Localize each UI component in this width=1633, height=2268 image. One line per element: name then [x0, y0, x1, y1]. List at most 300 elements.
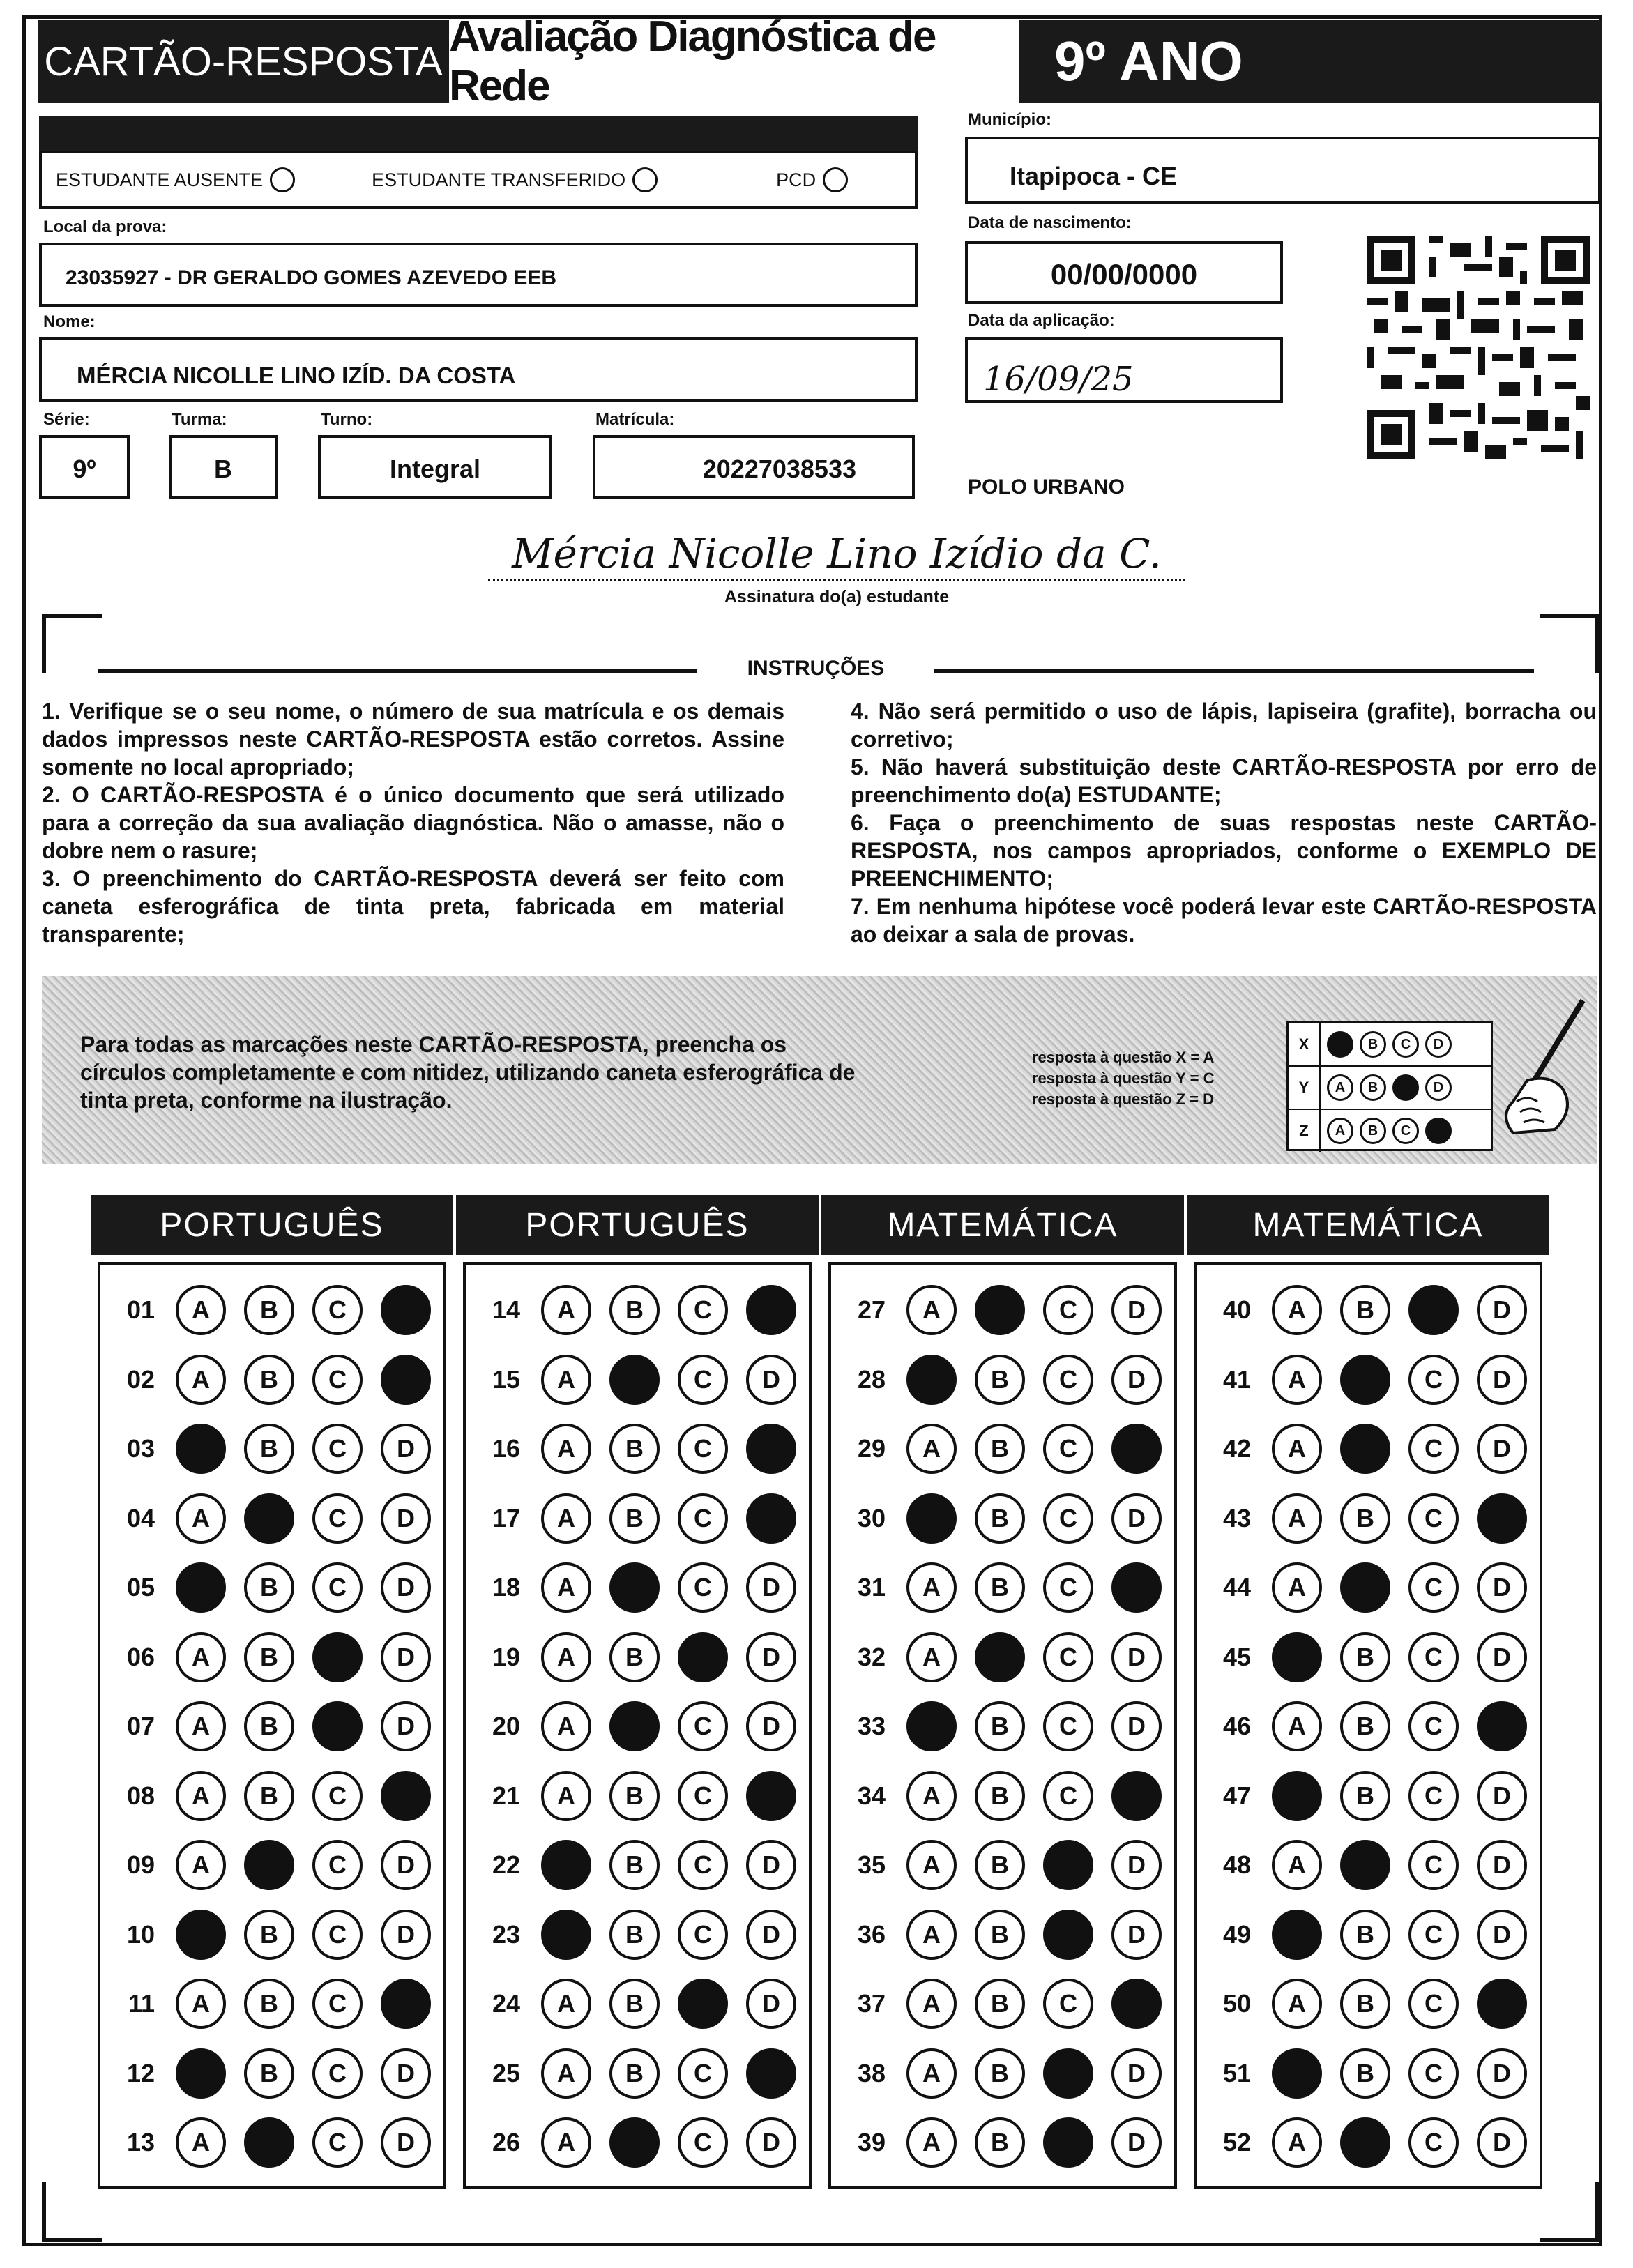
answer-bubble[interactable] — [381, 1355, 431, 1405]
answer-bubble[interactable]: B — [975, 1562, 1025, 1613]
answer-bubble[interactable] — [1340, 1562, 1390, 1613]
answer-bubble[interactable]: C — [678, 1355, 728, 1405]
answer-bubble[interactable]: D — [1111, 1910, 1162, 1960]
answer-bubble[interactable] — [244, 1840, 294, 1890]
question-number: 16 — [492, 1434, 520, 1463]
exam-title: Avaliação Diagnóstica de Rede — [449, 20, 1019, 103]
corner-bottom-left — [42, 2182, 102, 2242]
answer-bubble[interactable]: C — [312, 2048, 363, 2099]
example-bubble: D — [1425, 1074, 1452, 1101]
question-number: 14 — [492, 1295, 520, 1324]
answer-bubble[interactable]: C — [1408, 1840, 1459, 1890]
answer-bubble[interactable]: D — [1111, 1701, 1162, 1751]
answer-bubble[interactable]: C — [312, 1840, 363, 1890]
answer-bubble[interactable] — [1408, 1285, 1459, 1335]
example-bubble: B — [1360, 1031, 1386, 1058]
answer-bubble[interactable]: A — [906, 1840, 957, 1890]
answer-bubble[interactable]: B — [975, 1840, 1025, 1890]
section-title: PORTUGUÊS — [91, 1195, 453, 1255]
turma-value: B — [214, 455, 232, 483]
name-field — [39, 337, 918, 402]
answer-bubble[interactable]: B — [1340, 1771, 1390, 1821]
answer-bubble[interactable]: A — [541, 1285, 591, 1335]
answer-bubble[interactable]: A — [176, 1493, 226, 1544]
answer-bubble[interactable] — [746, 1771, 796, 1821]
answer-bubble[interactable]: B — [975, 1424, 1025, 1474]
answer-bubble[interactable] — [746, 1424, 796, 1474]
answer-bubble[interactable]: D — [381, 2117, 431, 2168]
answer-bubble[interactable]: C — [1043, 1355, 1093, 1405]
answer-bubble[interactable]: C — [1043, 1562, 1093, 1613]
answer-bubble[interactable]: A — [176, 1771, 226, 1821]
answer-bubble[interactable] — [746, 1493, 796, 1544]
answer-bubble[interactable]: A — [906, 1979, 957, 2029]
answer-bubble[interactable] — [1272, 2048, 1322, 2099]
answer-bubble[interactable]: D — [746, 1979, 796, 2029]
answer-bubble[interactable]: B — [609, 1424, 660, 1474]
answer-bubble[interactable]: A — [541, 1632, 591, 1682]
answer-bubble[interactable] — [1043, 1910, 1093, 1960]
answer-bubble[interactable]: D — [746, 1701, 796, 1751]
local-label: Local da prova: — [43, 218, 167, 236]
answer-bubble[interactable]: A — [1272, 1979, 1322, 2029]
answer-bubble[interactable] — [1340, 1840, 1390, 1890]
answer-bubble[interactable]: C — [1043, 1632, 1093, 1682]
example-bubble: C — [1392, 1118, 1419, 1144]
question-row — [831, 1902, 1162, 1968]
answer-bubble[interactable] — [678, 1632, 728, 1682]
example-row — [1289, 1110, 1491, 1152]
question-row — [1197, 2110, 1527, 2175]
answer-bubble[interactable]: B — [975, 2117, 1025, 2168]
answer-bubble[interactable]: D — [1111, 1632, 1162, 1682]
answer-bubble[interactable]: C — [312, 1771, 363, 1821]
question-row — [1197, 1416, 1527, 1482]
answer-bubble[interactable]: B — [244, 1355, 294, 1405]
answer-bubble[interactable]: A — [906, 1632, 957, 1682]
answer-bubble[interactable]: B — [609, 1632, 660, 1682]
answer-bubble[interactable]: C — [1043, 1701, 1093, 1751]
answer-bubble[interactable]: A — [1272, 1285, 1322, 1335]
answer-bubble[interactable]: A — [906, 1771, 957, 1821]
answer-bubble[interactable]: D — [1477, 1840, 1527, 1890]
answer-bubble[interactable]: D — [1111, 2117, 1162, 2168]
pcd-bubble[interactable] — [823, 167, 848, 192]
question-number: 52 — [1222, 2128, 1251, 2156]
answer-bubble[interactable]: D — [746, 1562, 796, 1613]
answer-bubble[interactable]: B — [244, 1771, 294, 1821]
question-row — [1197, 1694, 1527, 1759]
answer-bubble[interactable] — [609, 1562, 660, 1613]
transferred-bubble[interactable] — [632, 167, 658, 192]
answer-bubble[interactable]: B — [609, 2048, 660, 2099]
turno-label: Turno: — [321, 410, 373, 429]
answer-bubble[interactable]: D — [1477, 2048, 1527, 2099]
instructions-rule-left — [98, 669, 711, 673]
section-title: MATEMÁTICA — [821, 1195, 1184, 1255]
question-number: 29 — [857, 1434, 886, 1463]
question-number: 22 — [492, 1850, 520, 1879]
answer-bubble[interactable]: A — [541, 1771, 591, 1821]
answer-bubble[interactable]: B — [1340, 1632, 1390, 1682]
question-number: 46 — [1222, 1712, 1251, 1740]
answer-bubble[interactable]: D — [1111, 1493, 1162, 1544]
answer-bubble[interactable]: A — [541, 1424, 591, 1474]
answer-bubble[interactable] — [176, 1562, 226, 1613]
answer-bubble[interactable]: A — [1272, 1562, 1322, 1613]
answer-bubble[interactable]: D — [1477, 2117, 1527, 2168]
question-row — [466, 2041, 796, 2106]
question-row — [100, 2041, 431, 2106]
answer-bubble[interactable]: A — [176, 1840, 226, 1890]
answer-bubble[interactable]: C — [678, 1562, 728, 1613]
answer-bubble[interactable]: A — [906, 1285, 957, 1335]
answer-bubble[interactable] — [1340, 1355, 1390, 1405]
answer-bubble[interactable]: B — [609, 1285, 660, 1335]
answer-bubble[interactable]: C — [1408, 1979, 1459, 2029]
application-date-field[interactable] — [965, 337, 1283, 403]
answer-bubble[interactable]: A — [541, 1355, 591, 1405]
answer-bubble[interactable]: D — [1111, 1355, 1162, 1405]
answer-bubble[interactable]: C — [1408, 1771, 1459, 1821]
answer-bubble[interactable] — [176, 2048, 226, 2099]
answer-bubble[interactable]: A — [176, 2117, 226, 2168]
answer-bubble[interactable]: B — [975, 1701, 1025, 1751]
answer-bubble[interactable] — [1043, 2117, 1093, 2168]
example-labels — [1032, 1047, 1214, 1110]
answer-bubble[interactable]: A — [906, 2048, 957, 2099]
answer-bubble[interactable]: B — [975, 1979, 1025, 2029]
question-row — [1197, 1486, 1527, 1551]
answer-bubble[interactable]: C — [678, 1910, 728, 1960]
example-row — [1289, 1023, 1491, 1067]
answer-bubble[interactable] — [381, 1979, 431, 2029]
answer-bubble[interactable]: B — [244, 1632, 294, 1682]
answer-bubble[interactable]: A — [1272, 1701, 1322, 1751]
answer-bubble[interactable]: A — [1272, 1840, 1322, 1890]
answer-bubble[interactable]: C — [678, 1424, 728, 1474]
question-number: 26 — [492, 2128, 520, 2156]
answer-bubble[interactable]: B — [1340, 1285, 1390, 1335]
answer-bubble[interactable] — [906, 1493, 957, 1544]
instruction-item: 4. Não será permitido o uso de lápis, lapiseira (grafite), borracha ou corretivo; — [851, 699, 1597, 752]
answer-bubble[interactable]: A — [906, 2117, 957, 2168]
answer-bubble[interactable]: D — [746, 1355, 796, 1405]
answer-bubble[interactable]: B — [244, 1701, 294, 1751]
answer-bubble[interactable] — [609, 1355, 660, 1405]
question-number: 45 — [1222, 1642, 1251, 1671]
answer-bubble[interactable] — [244, 1493, 294, 1544]
answer-bubble[interactable] — [312, 1632, 363, 1682]
answer-bubble[interactable]: C — [1043, 1285, 1093, 1335]
answer-bubble[interactable] — [1340, 1424, 1390, 1474]
answer-bubble[interactable]: D — [381, 1493, 431, 1544]
example-bubble: D — [1425, 1031, 1452, 1058]
answer-bubble[interactable] — [1111, 1979, 1162, 2029]
card-title: CARTÃO-RESPOSTA — [38, 20, 449, 103]
answer-bubble[interactable] — [541, 1910, 591, 1960]
answer-bubble[interactable]: A — [176, 1979, 226, 2029]
answer-bubble[interactable]: C — [1408, 1355, 1459, 1405]
answer-bubble[interactable]: A — [541, 1562, 591, 1613]
question-number: 24 — [492, 1989, 520, 2018]
example-row-id: Z — [1289, 1110, 1321, 1152]
answer-bubble[interactable]: B — [975, 1771, 1025, 1821]
question-row — [466, 2110, 796, 2175]
answer-bubble[interactable]: B — [609, 1840, 660, 1890]
absent-bubble[interactable] — [270, 167, 295, 192]
answer-bubble[interactable] — [312, 1701, 363, 1751]
answer-bubble[interactable]: C — [678, 2048, 728, 2099]
answer-bubble[interactable]: C — [1043, 1771, 1093, 1821]
question-row — [100, 2110, 431, 2175]
question-row — [466, 1832, 796, 1898]
answer-bubble[interactable]: B — [244, 1979, 294, 2029]
question-number: 21 — [492, 1781, 520, 1810]
answer-bubble[interactable]: B — [244, 1910, 294, 1960]
question-number: 06 — [126, 1642, 155, 1671]
question-row — [1197, 2041, 1527, 2106]
answer-bubble[interactable] — [906, 1701, 957, 1751]
answer-bubble[interactable]: C — [1408, 1910, 1459, 1960]
answer-bubble[interactable]: C — [678, 1493, 728, 1544]
question-number: 35 — [857, 1850, 886, 1879]
example-label: resposta à questão X = A — [1032, 1049, 1215, 1066]
answer-bubble[interactable] — [381, 1771, 431, 1821]
question-number: 02 — [126, 1364, 155, 1394]
answer-bubble[interactable]: A — [1272, 2117, 1322, 2168]
answer-bubble[interactable]: A — [1272, 1355, 1322, 1405]
answer-bubble[interactable] — [541, 1840, 591, 1890]
instruction-item: 2. O CARTÃO-RESPOSTA é o único documento que será utilizado para a correção da sua avaliação diagnóstica. Não o amasse, não o dobre nem o rasure; — [42, 782, 784, 863]
question-row — [100, 1347, 431, 1413]
answer-bubble[interactable]: B — [1340, 1493, 1390, 1544]
question-number: 05 — [126, 1573, 155, 1601]
answer-bubble[interactable]: C — [1408, 1701, 1459, 1751]
name-label: Nome: — [43, 312, 96, 331]
question-row — [1197, 1971, 1527, 2037]
answer-bubble[interactable] — [1477, 1701, 1527, 1751]
question-number: 48 — [1222, 1850, 1251, 1879]
answer-bubble[interactable]: D — [381, 2048, 431, 2099]
answer-bubble[interactable] — [975, 1632, 1025, 1682]
question-row — [466, 1763, 796, 1829]
answer-bubble[interactable]: C — [312, 1910, 363, 1960]
answer-bubble[interactable]: C — [312, 1285, 363, 1335]
answer-bubble[interactable]: A — [176, 1285, 226, 1335]
question-row — [466, 1416, 796, 1482]
corner-top-right — [1540, 614, 1600, 673]
question-number: 10 — [126, 1919, 155, 1949]
question-row — [831, 1347, 1162, 1413]
answer-bubble[interactable] — [1111, 1562, 1162, 1613]
answer-bubble[interactable]: B — [244, 2048, 294, 2099]
answer-bubble[interactable]: C — [1408, 1493, 1459, 1544]
answer-bubble[interactable]: D — [1477, 1632, 1527, 1682]
answer-bubble[interactable] — [746, 2048, 796, 2099]
example-bubble — [1392, 1074, 1419, 1101]
answer-bubble[interactable] — [609, 2117, 660, 2168]
name-value: MÉRCIA NICOLLE LINO IZÍD. DA COSTA — [77, 363, 516, 388]
answer-bubble[interactable] — [1043, 2048, 1093, 2099]
answer-bubble[interactable]: D — [1111, 1285, 1162, 1335]
answer-bubble[interactable] — [381, 1285, 431, 1335]
answer-bubble[interactable] — [906, 1355, 957, 1405]
answer-bubble[interactable]: D — [746, 2117, 796, 2168]
answer-bubble[interactable]: B — [975, 1910, 1025, 1960]
question-row — [466, 1486, 796, 1551]
answer-bubble[interactable]: D — [381, 1910, 431, 1960]
answer-bubble[interactable]: D — [1477, 1285, 1527, 1335]
answer-bubble[interactable]: D — [746, 1632, 796, 1682]
answer-bubble[interactable]: C — [312, 1562, 363, 1613]
section-answer-box — [828, 1262, 1177, 2189]
qr-code-icon — [1367, 236, 1590, 459]
answer-bubble[interactable]: A — [176, 1355, 226, 1405]
question-number: 04 — [126, 1503, 155, 1532]
answer-bubble[interactable]: C — [312, 1355, 363, 1405]
answer-bubble[interactable]: B — [609, 1910, 660, 1960]
answer-bubble[interactable]: C — [312, 1493, 363, 1544]
question-number: 47 — [1222, 1781, 1251, 1810]
answer-bubble[interactable]: C — [678, 2117, 728, 2168]
answer-bubble[interactable]: C — [678, 1840, 728, 1890]
answer-bubble[interactable]: B — [975, 1355, 1025, 1405]
answer-bubble[interactable]: C — [312, 1424, 363, 1474]
answer-bubble[interactable]: D — [381, 1840, 431, 1890]
answer-bubble[interactable]: D — [1477, 1562, 1527, 1613]
answer-bubble[interactable]: C — [678, 1771, 728, 1821]
question-number: 01 — [126, 1295, 155, 1324]
answer-bubble[interactable]: A — [176, 1701, 226, 1751]
answer-bubble[interactable] — [1477, 1493, 1527, 1544]
answer-bubble[interactable]: B — [1340, 1701, 1390, 1751]
answer-bubble[interactable]: D — [1111, 1840, 1162, 1890]
question-number: 51 — [1222, 2058, 1251, 2087]
answer-bubble[interactable]: C — [312, 2117, 363, 2168]
question-row — [100, 1624, 431, 1690]
answer-bubble[interactable]: A — [906, 1562, 957, 1613]
answer-bubble[interactable]: D — [381, 1562, 431, 1613]
answer-bubble[interactable] — [1043, 1840, 1093, 1890]
answer-bubble[interactable]: A — [541, 1493, 591, 1544]
answer-bubble[interactable]: D — [1477, 1771, 1527, 1821]
answer-bubble[interactable]: C — [678, 1285, 728, 1335]
answer-bubble[interactable]: B — [609, 1493, 660, 1544]
answer-bubble[interactable]: B — [1340, 1910, 1390, 1960]
answer-bubble[interactable] — [1272, 1632, 1322, 1682]
answer-bubble[interactable]: A — [906, 1910, 957, 1960]
example-bubble: B — [1360, 1074, 1386, 1101]
answer-bubble[interactable]: C — [1408, 1562, 1459, 1613]
answer-bubble[interactable] — [176, 1910, 226, 1960]
answer-bubble[interactable]: A — [906, 1424, 957, 1474]
answer-bubble[interactable]: C — [1408, 1424, 1459, 1474]
answer-bubble[interactable]: C — [678, 1701, 728, 1751]
matricula-field — [593, 435, 915, 499]
question-number: 38 — [857, 2058, 886, 2087]
answer-bubble[interactable] — [1477, 1979, 1527, 2029]
question-row — [100, 1416, 431, 1482]
question-row — [100, 1832, 431, 1898]
birth-value: 00/00/0000 — [1050, 258, 1198, 291]
answer-bubble[interactable]: A — [541, 2117, 591, 2168]
answer-bubble[interactable]: A — [1272, 1493, 1322, 1544]
answer-bubble[interactable]: D — [1477, 1355, 1527, 1405]
question-row — [100, 1902, 431, 1968]
answer-bubble[interactable]: A — [541, 1979, 591, 2029]
question-number: 03 — [126, 1434, 155, 1463]
answer-bubble[interactable]: D — [746, 1910, 796, 1960]
answer-bubble[interactable]: B — [1340, 1979, 1390, 2029]
answer-bubble[interactable]: D — [381, 1632, 431, 1682]
answer-bubble[interactable]: C — [1408, 1632, 1459, 1682]
answer-bubble[interactable]: B — [609, 1771, 660, 1821]
answer-bubble[interactable]: C — [1043, 1979, 1093, 2029]
answer-bubble[interactable]: C — [1043, 1424, 1093, 1474]
answer-bubble[interactable] — [1111, 1771, 1162, 1821]
answer-bubble[interactable] — [244, 2117, 294, 2168]
instructions-left — [42, 697, 784, 948]
answer-bubble[interactable]: D — [1477, 1424, 1527, 1474]
example-label: resposta à questão Y = C — [1032, 1070, 1215, 1087]
question-number: 39 — [857, 2128, 886, 2156]
answer-bubble[interactable] — [746, 1285, 796, 1335]
instruction-item: 5. Não haverá substituição deste CARTÃO-RESPOSTA por erro de preenchimento do(a) ESTUDANTE; — [851, 754, 1597, 807]
answer-bubble[interactable]: D — [746, 1840, 796, 1890]
answer-bubble[interactable]: B — [244, 1285, 294, 1335]
answer-bubble[interactable]: A — [541, 2048, 591, 2099]
answer-bubble[interactable]: C — [1408, 2117, 1459, 2168]
answer-bubble[interactable] — [1272, 1771, 1322, 1821]
answer-bubble[interactable]: B — [609, 1979, 660, 2029]
question-number: 43 — [1222, 1503, 1251, 1532]
absent-label: ESTUDANTE AUSENTE — [56, 169, 264, 190]
answer-bubble[interactable]: B — [244, 1562, 294, 1613]
section-title: PORTUGUÊS — [456, 1195, 819, 1255]
turma-field — [169, 435, 278, 499]
application-date-label: Data da aplicação: — [968, 311, 1115, 330]
answer-bubble[interactable] — [1340, 2117, 1390, 2168]
answer-bubble[interactable]: B — [975, 2048, 1025, 2099]
answer-bubble[interactable]: D — [381, 1424, 431, 1474]
answer-bubble[interactable]: B — [244, 1424, 294, 1474]
transferred-label: ESTUDANTE TRANSFERIDO — [372, 169, 626, 190]
instructions-right — [851, 697, 1597, 948]
signature-line — [488, 579, 1185, 581]
answer-bubble[interactable] — [176, 1424, 226, 1474]
answer-bubble[interactable]: C — [1408, 2048, 1459, 2099]
answer-bubble[interactable]: D — [381, 1701, 431, 1751]
answer-bubble[interactable] — [975, 1285, 1025, 1335]
answer-bubble[interactable]: B — [975, 1493, 1025, 1544]
answer-bubble[interactable] — [678, 1979, 728, 2029]
answer-bubble[interactable] — [1111, 1424, 1162, 1474]
answer-bubble[interactable]: C — [1043, 1493, 1093, 1544]
example-row-id: X — [1289, 1023, 1321, 1065]
answer-bubble[interactable]: A — [1272, 1424, 1322, 1474]
answer-bubble[interactable]: C — [312, 1979, 363, 2029]
answer-bubble[interactable]: D — [1477, 1910, 1527, 1960]
answer-bubble[interactable]: D — [1111, 2048, 1162, 2099]
answer-bubble[interactable]: A — [176, 1632, 226, 1682]
question-row — [100, 1763, 431, 1829]
answer-bubble[interactable] — [609, 1701, 660, 1751]
answer-bubble[interactable] — [1272, 1910, 1322, 1960]
serie-label: Série: — [43, 410, 90, 429]
answer-bubble[interactable]: B — [1340, 2048, 1390, 2099]
answer-bubble[interactable]: A — [541, 1701, 591, 1751]
